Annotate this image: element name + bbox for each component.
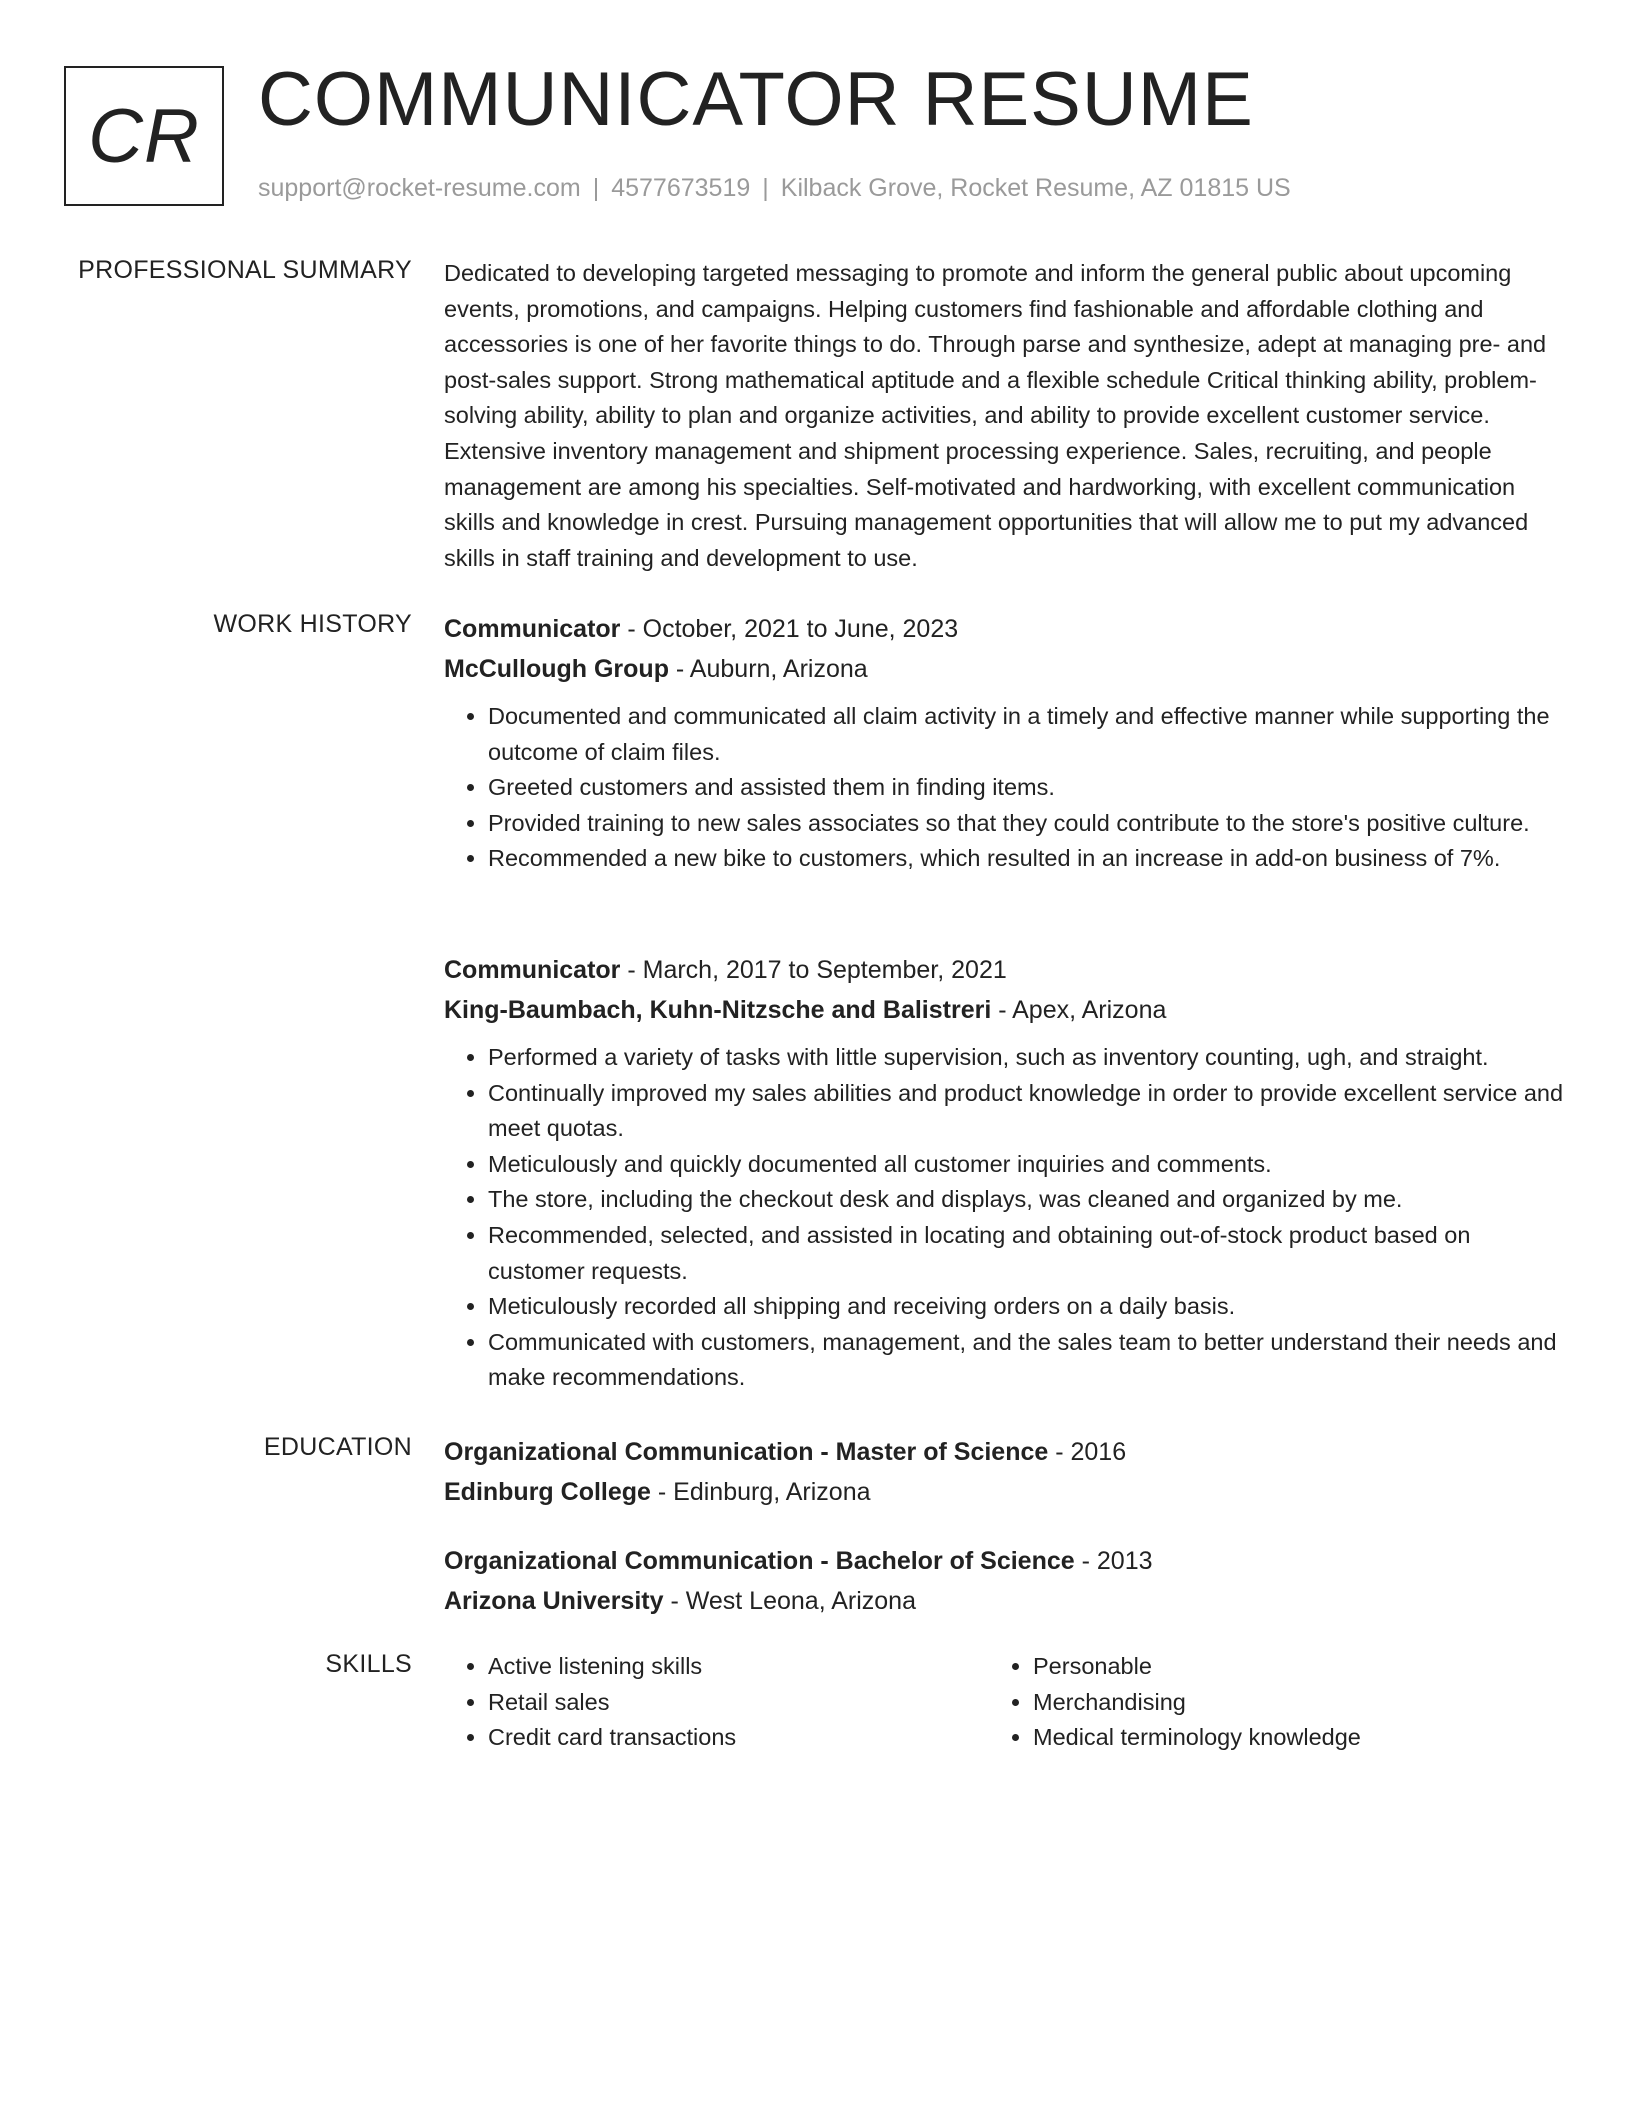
contact-separator: | — [762, 174, 769, 202]
education-degree: Organizational Communication - Master of Science — [444, 1438, 1049, 1466]
skills-list-left — [444, 1649, 989, 1756]
job-bullet: • Performed a variety of tasks with little supervision, such as inventory counting, ugh, and straight. — [488, 1040, 1564, 1076]
monogram-initials: CR — [88, 93, 200, 179]
contact-email: support@rocket-resume.com — [258, 174, 581, 202]
job-dates: - October, 2021 to June, 2023 — [620, 615, 959, 643]
job-bullets — [444, 699, 1564, 877]
resume-name: COMMUNICATOR RESUME — [258, 57, 1254, 142]
job-location: - Apex, Arizona — [991, 996, 1167, 1024]
skill-item: • Personable — [1033, 1649, 1534, 1685]
job-dates: - March, 2017 to September, 2021 — [620, 956, 1007, 984]
section-label-work-history: WORK HISTORY — [213, 610, 412, 638]
education-degree: Organizational Communication - Bachelor of Science — [444, 1547, 1075, 1575]
education-school: Arizona University — [444, 1587, 664, 1615]
job-bullet: • Meticulously recorded all shipping and receiving orders on a daily basis. — [488, 1289, 1564, 1325]
job-bullet: • Recommended a new bike to customers, which resulted in an increase in add-on business of 7%. — [488, 841, 1564, 877]
skill-item: • Credit card transactions — [488, 1720, 989, 1756]
job-bullet: • Recommended, selected, and assisted in locating and obtaining out-of-stock product based on customer requests. — [488, 1218, 1564, 1289]
skills-list-right — [989, 1649, 1534, 1756]
education-year: - 2016 — [1048, 1438, 1127, 1466]
contact-phone: 4577673519 — [611, 174, 751, 202]
job-bullets — [444, 1040, 1564, 1396]
job-company-line — [444, 990, 1564, 1030]
job-entry — [444, 609, 1564, 877]
education-location: - West Leona, Arizona — [663, 1587, 916, 1615]
skill-item: • Merchandising — [1033, 1685, 1534, 1721]
job-bullet: • Meticulously and quickly documented all customer inquiries and comments. — [488, 1147, 1564, 1183]
skill-item: • Active listening skills — [488, 1649, 989, 1685]
section-label-education: EDUCATION — [263, 1433, 412, 1461]
job-title-line — [444, 950, 1564, 990]
job-entry — [444, 950, 1564, 1396]
skills-content — [444, 1649, 1564, 1756]
job-bullet: • Communicated with customers, management, and the sales team to better understand their needs and make recommendations. — [488, 1325, 1564, 1396]
job-title: Communicator — [444, 615, 621, 643]
education-degree-line — [444, 1432, 1564, 1472]
job-bullet: • Greeted customers and assisted them in finding items. — [488, 770, 1564, 806]
job-title-line — [444, 609, 1564, 649]
job-bullet: • Documented and communicated all claim activity in a timely and effective manner while supporting the outcome of claim files. — [488, 699, 1564, 770]
job-company: McCullough Group — [444, 655, 669, 683]
summary-content — [444, 256, 1564, 576]
job-title: Communicator — [444, 956, 621, 984]
section-label-summary: PROFESSIONAL SUMMARY — [78, 256, 412, 284]
skill-item: • Retail sales — [488, 1685, 989, 1721]
job-bullet: • Provided training to new sales associates so that they could contribute to the store's positive culture. — [488, 806, 1564, 842]
education-year: - 2013 — [1074, 1547, 1153, 1575]
education-school-line — [444, 1581, 1564, 1621]
contact-separator: | — [592, 174, 600, 202]
contact-address: Kilback Grove, Rocket Resume, AZ 01815 US — [780, 174, 1291, 202]
skills-grid — [444, 1649, 1564, 1756]
education-school-line — [444, 1472, 1564, 1512]
job-company: King-Baumbach, Kuhn-Nitzsche and Balistreri — [444, 996, 992, 1024]
education-entry — [444, 1432, 1564, 1512]
job-bullet: • Continually improved my sales abilities and product knowledge in order to provide excellent service and meet quotas. — [488, 1076, 1564, 1147]
job-bullet: • The store, including the checkout desk and displays, was cleaned and organized by me. — [488, 1182, 1564, 1218]
education-entry — [444, 1541, 1564, 1621]
monogram-box — [64, 66, 224, 206]
education-school: Edinburg College — [444, 1478, 651, 1506]
job-company-line — [444, 649, 1564, 689]
section-label-skills: SKILLS — [325, 1650, 412, 1678]
job-location: - Auburn, Arizona — [668, 655, 868, 683]
education-degree-line — [444, 1541, 1564, 1581]
education-location: - Edinburg, Arizona — [650, 1478, 871, 1506]
summary-text: Dedicated to developing targeted messaging to promote and inform the general public about upcoming events, promotions, and campaigns. Helping customers find fashionable and affordable clothing and accessories is one of her favorite things to do. Through parse and synthesize, adept at managing pre- and post-sales support. Strong mathematical aptitude and a flexible schedule Critical thinking ability, problem-solving ability, ability to plan and organize activities, and ability to provide excellent customer service. Extensive inventory management and shipment processing experience. Sales, recruiting, and people management are among his specialties. Self-motivated and hardworking, with excellent communication skills and knowledge in crest. Pursuing management opportunities that will allow me to put my advanced skills in staff training and development to use. — [444, 260, 1547, 571]
contact-line — [258, 174, 1291, 203]
skill-item: • Medical terminology knowledge — [1033, 1720, 1534, 1756]
